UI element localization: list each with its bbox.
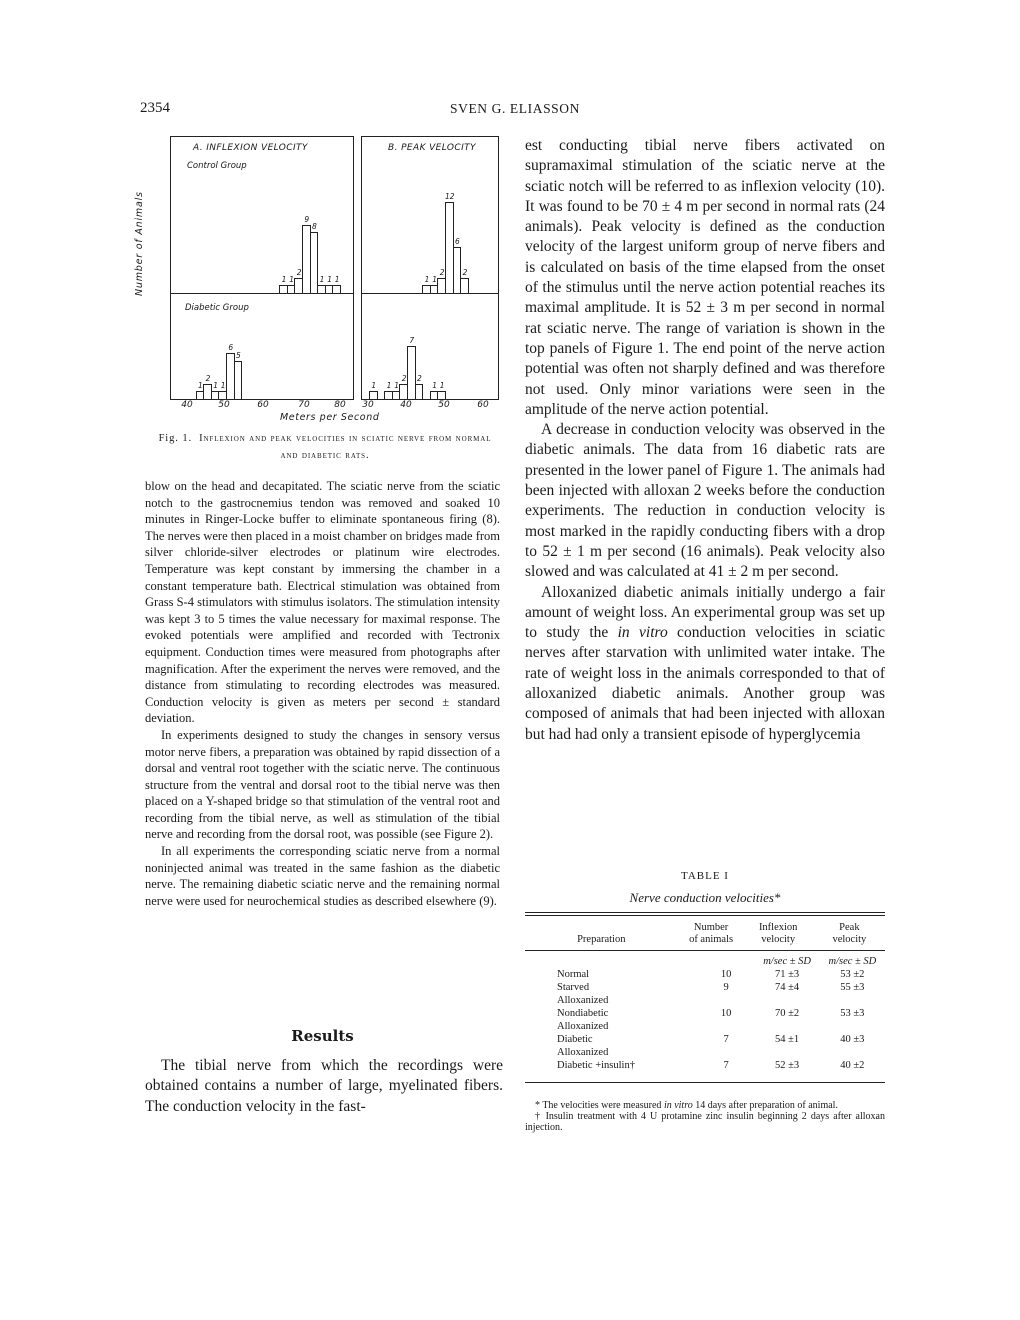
bar-count-label: 5 [236,351,241,360]
caption-text: Inflexion and peak velocities in sciatic nerve from normal and diabetic rats. [199,433,492,461]
cell-peak: 40 ±3 [840,1034,865,1045]
table-row-label [525,1046,885,1059]
bar-count-label: 1 [424,275,430,285]
table-row [525,1033,885,1046]
bar-count-label: 9 [304,214,310,224]
cell-preparation: Diabetic [557,1034,593,1045]
cell-inflexion: 54 ±1 [775,1034,800,1045]
table-header-row [525,916,885,950]
cell-inflexion: 70 ±2 [775,1008,800,1019]
bar-count-label: 6 [228,343,234,353]
tick-b-30: 30 [362,400,374,410]
paragraph: The tibial nerve from which the recordings were obtained contains a number of large, myelinated fibers. The conduction velocity in the fast- [145,1057,503,1115]
table-footnotes [525,1100,885,1133]
cell-preparation: Starved [557,982,590,993]
bar-count-label: 1 [289,275,294,285]
cell-number: 9 [723,982,729,993]
tick-a-80: 80 [334,400,346,410]
panel-divider [171,293,353,294]
bar-count-label: 1 [386,381,392,391]
bar-count-label: 1 [371,381,377,391]
bar-count-label: 8 [312,222,317,232]
table-1 [525,912,885,1083]
bar-count-label: 1 [281,275,287,285]
paragraph: In all experiments the corresponding sciatic nerve from a normal noninjected animal was treated in the same fashion as the diabetic nerve. The remaining diabetic sciatic nerve and the remaining normal nerve were used for neurochemical studies as described elsewhere (9). [145,844,500,908]
table-row [525,968,885,981]
y-axis-label: Number of Animals [134,191,145,296]
panel-a-inflexion [170,136,354,400]
paragraph: A decrease in conduction velocity was observed in the diabetic animals. The data from 16 diabetic rats are presented in the lower panel of Figure 1. The animals had been injected with alloxan 2 weeks before the conduction experiments. The reduction in conduction velocity is most marked in the rapidly conducting fibers with a drop to 52 ± 1 m per second (16 animals). Peak velocity also slowed and was calculated at 41 ± 2 m per second. [525,421,885,581]
bar-count-label: 1 [439,381,445,391]
bar-count-label: 6 [455,237,460,247]
histogram-bar [437,391,446,399]
right-column [525,136,885,745]
histogram-bar [332,285,341,293]
footnote-2: † Insulin treatment with 4 U protamine zinc insulin beginning 2 days after alloxan injection. [525,1111,885,1133]
figure-caption [150,430,500,464]
x-axis-label: Meters per Second [280,412,380,423]
bar-count-label: 1 [432,381,437,391]
cell-number: 7 [723,1060,729,1071]
bar-count-label: 1 [220,381,226,391]
tick-a-70: 70 [298,400,310,410]
text-run: Alloxanized diabetic animals initially undergo a fair amount of weight loss. An experimental group was set up to study the [525,583,885,642]
panel-divider [362,293,498,294]
control-group-label: Control Group [187,161,247,171]
tick-a-50: 50 [218,400,230,410]
histogram-bar [234,361,243,399]
page-number: 2354 [140,100,170,116]
footnote-1: * The velocities were measured in vitro 14 days after preparation of animal. [535,1100,838,1111]
caption-prefix: Fig. 1. [158,433,192,444]
tick-a-40: 40 [181,400,193,410]
bar-count-label: 12 [445,191,455,201]
cell-peak: 55 ±3 [840,982,865,993]
paragraph: In experiments designed to study the changes in sensory versus motor nerve fibers, a preparation was obtained by rapid dissection of a dorsal and ventral root together with the sciatic nerve. The continuous structure from the ventral and dorsal root to the tibial nerve was then placed on a Y-shaped bridge so that stimulation of the ventral root and recording from the tibial nerve, as well as stimulation of the tibial nerve and recording from the dorsal root, was possible (see Figure 2). [145,727,500,842]
cell-preparation: Normal [557,969,590,980]
table-row [525,1007,885,1020]
bar-count-label: 1 [319,275,325,285]
panel-a-title: A. INFLEXION VELOCITY [193,143,308,153]
cell-inflexion: 74 ±4 [775,982,800,993]
tick-b-60: 60 [477,400,489,410]
bar-count-label: 2 [417,373,422,383]
histogram-bar [460,278,469,293]
cell-number: 7 [723,1034,729,1045]
bar-count-label: 1 [327,275,332,285]
table-row-label [525,1020,885,1033]
header-preparation: Preparation [577,934,626,945]
paragraph: blow on the head and decapitated. The sciatic nerve from the sciatic notch to the gastrocnemius tendon was removed and soaked 10 minutes in Ringer-Locke buffer to eliminate spontaneous firing (8). The nerves were then placed in a moist chamber on bridges made from silver chloride-silver electrodes or platinum wire electrodes. Temperature was kept constant by immersing the chamber in a constant temperature bath. Electrical stimulation was obtained from Grass S-4 stimulators with stimulus isolators. The stimulation intensity was kept 3 to 5 times the value necessary for maximal response. The evoked potentials were amplified and recorded with Tectronix equipment. Conduction times were measured from photographs after magnification. After the experiment the nerves were removed, and the distance from stimulating to recording electrodes was measured. Conduction velocity is given as meters per second ± standard deviation. [145,479,500,726]
bar-count-label: 2 [205,373,211,383]
left-column-results [145,1056,503,1117]
bar-count-label: 2 [462,267,468,277]
cell-preparation: Nondiabetic [557,1008,609,1019]
table-number: TABLE I [681,870,729,882]
units-peak: m/sec ± SD [828,956,877,967]
header-number: Number of animals [689,922,734,945]
histogram-bar [310,232,319,293]
bar-count-label: 2 [401,373,407,383]
cell-inflexion: 52 ±3 [775,1060,800,1071]
panel-b-peak [361,136,499,400]
panel-b-title: B. PEAK VELOCITY [388,143,476,153]
left-column-methods [145,478,500,909]
cell-number: 10 [720,1008,732,1019]
tick-b-40: 40 [400,400,412,410]
figure-1 [134,136,510,466]
table-row [525,1059,885,1072]
bar-count-label: 7 [409,335,415,345]
table-title: Nerve conduction velocities* [629,890,781,905]
bar-count-label: 1 [394,381,399,391]
running-head: SVEN G. ELIASSON [450,101,580,116]
bar-count-label: 2 [439,267,445,277]
histogram-bar [415,384,424,399]
histogram-bar [369,391,378,399]
bar-count-label: 1 [198,381,203,391]
table-row-label [525,994,885,1007]
bar-count-label: 2 [296,267,302,277]
table-units-row [525,951,885,968]
cell-preparation: Diabetic +insulin† [557,1060,635,1071]
cell-preparation: Alloxanized [557,1021,609,1032]
text-run: conduction velocities in sciatic nerves after starvation with unlimited water intake. The rate of weight loss in the animals corresponded to that of alloxanized diabetic animals. Another group was composed of animals that had been injected with alloxan but had had only a transient episode of hyperglycemia [525,624,885,743]
table-bottom-rule [525,1082,885,1083]
diabetic-group-label: Diabetic Group [185,303,249,313]
cell-peak: 53 ±2 [840,969,865,980]
cell-number: 10 [720,969,732,980]
paragraph [525,583,885,745]
tick-b-50: 50 [438,400,450,410]
paragraph: est conducting tibial nerve fibers activated on supramaximal stimulation of the sciatic nerve at the sciatic notch will be referred to as inflexion velocity (10). It was found to be 70 ± 4 m per second in normal rats (24 animals). Peak velocity is defined as the conduction velocity of the largest uniform group of nerve fibers and is calculated on basis of the time elapsed from the onset of the stimulus until the nerve action potential reaches its maximal amplitude. It is 52 ± 3 m per second in normal rat sciatic nerve. The range of variation is shown in the top panels of Figure 1. The end point of the nerve action potential was often not sharply defined and was therefore not used. Only minor variations were seen in the amplitude of the nerve action potential. [525,137,885,418]
cell-preparation: Alloxanized [557,995,609,1006]
header-inflexion: Inflexion velocity [758,922,798,945]
cell-preparation: Alloxanized [557,1047,609,1058]
cell-peak: 40 ±2 [840,1060,865,1071]
section-heading-results: Results [291,1027,354,1045]
bar-count-label: 1 [334,275,340,285]
tick-a-60: 60 [257,400,269,410]
cell-inflexion: 71 ±3 [775,969,800,980]
bar-count-label: 1 [432,275,437,285]
cell-peak: 53 ±3 [840,1008,865,1019]
header-peak: Peak velocity [832,922,867,945]
table-row [525,981,885,994]
italic-run: in vitro [617,624,668,642]
bar-count-label: 1 [213,381,218,391]
units-inflexion: m/sec ± SD [763,956,811,967]
